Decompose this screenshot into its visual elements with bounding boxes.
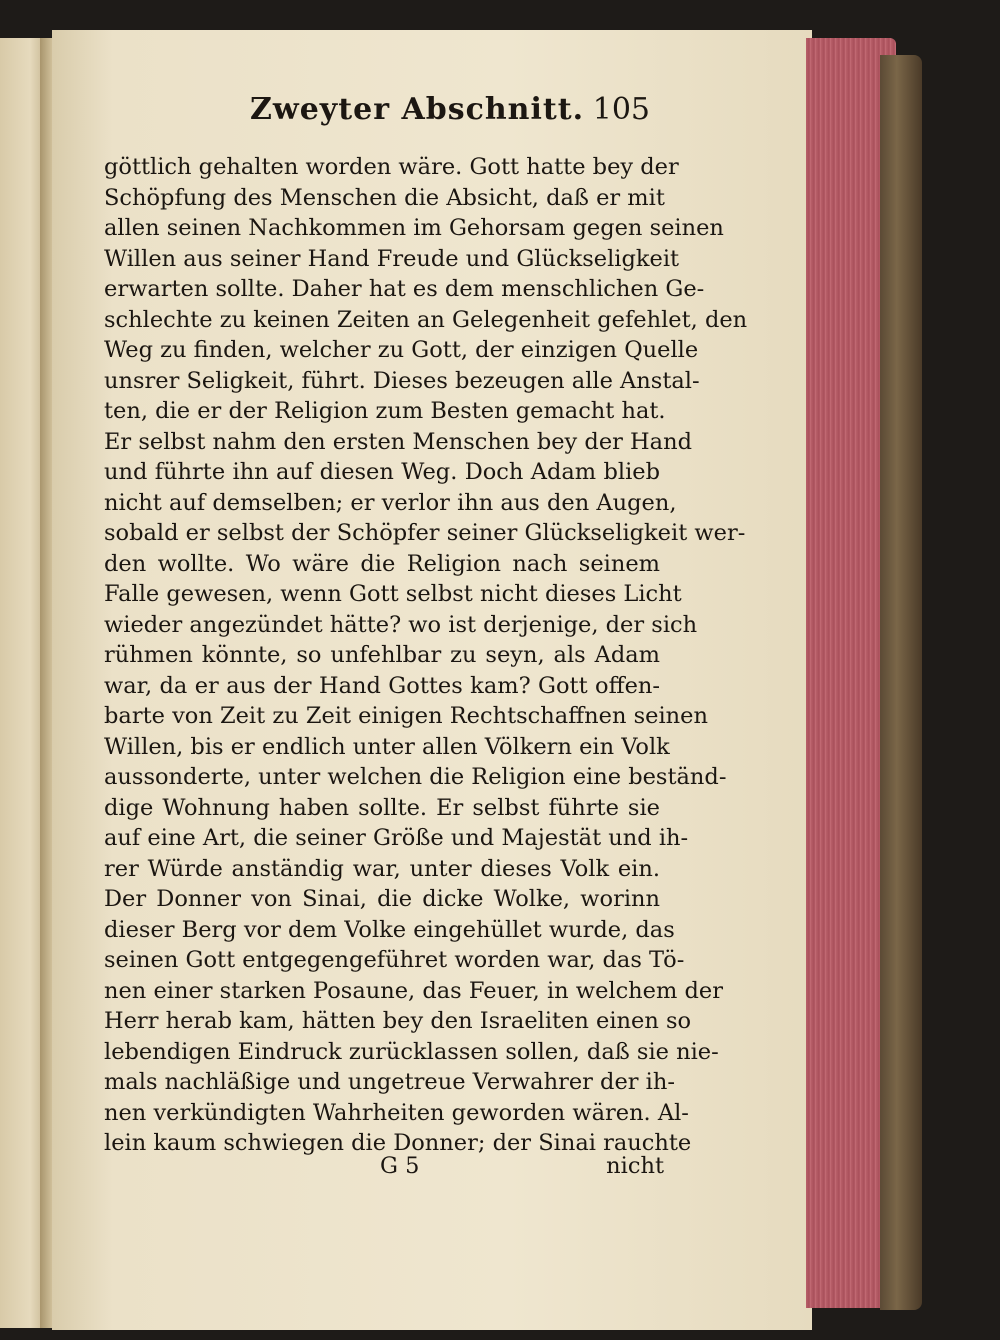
text-line: Herr herab kam, hätten bey den Israeliten einen so bbox=[104, 1008, 692, 1034]
running-title: Zweyter Abschnitt. bbox=[250, 92, 585, 127]
text-line: Schöpfung des Menschen die Absicht, daß er mit bbox=[104, 184, 665, 211]
text-line: göttlich gehalten worden wäre. Gott hatte bey der bbox=[104, 154, 679, 180]
text-line: schlechte zu keinen Zeiten an Gelegenheit gefehlet, den bbox=[104, 306, 748, 333]
text-line: den wollte. Wo wäre die Religion nach seinem bbox=[104, 550, 660, 577]
text-line: lebendigen Eindruck zurücklassen sollen, daß sie nie- bbox=[104, 1038, 719, 1065]
page-header bbox=[250, 92, 650, 136]
text-line: allen seinen Nachkommen im Gehorsam gegen seinen bbox=[104, 215, 724, 241]
book-cover-edge bbox=[880, 55, 922, 1310]
text-line: rühmen könnte, so unfehlbar zu seyn, als Adam bbox=[104, 642, 660, 668]
text-line: rer Würde anständig war, unter dieses Volk ein. bbox=[104, 855, 660, 882]
text-line: und führte ihn auf diesen Weg. Doch Adam blieb bbox=[104, 459, 660, 485]
text-line: auf eine Art, die seiner Größe und Majestät und ih- bbox=[104, 825, 689, 851]
text-line: unsrer Seligkeit, führt. Dieses bezeugen alle Anstal- bbox=[104, 367, 700, 394]
text-line: aussonderte, unter welchen die Religion eine beständ- bbox=[104, 764, 727, 790]
text-line: Willen, bis er endlich unter allen Völkern ein Volk bbox=[104, 733, 670, 760]
text-line: mals nachläßige und ungetreue Verwahrer der ih- bbox=[104, 1069, 675, 1095]
signature-mark: G 5 bbox=[380, 1153, 420, 1179]
text-line: sobald er selbst der Schöpfer seiner Glückseligkeit wer- bbox=[104, 520, 746, 546]
text-line: nen einer starken Posaune, das Feuer, in welchem der bbox=[104, 977, 723, 1004]
body-text bbox=[104, 152, 748, 1159]
text-line: nicht auf demselben; er verlor ihn aus den Augen, bbox=[104, 489, 677, 516]
text-line: Weg zu finden, welcher zu Gott, der einzigen Quelle bbox=[104, 337, 699, 363]
text-line: Der Donner von Sinai, die dicke Wolke, worinn bbox=[104, 886, 660, 912]
text-line: Er selbst nahm den ersten Menschen bey der Hand bbox=[104, 428, 692, 455]
text-line: erwarten sollte. Daher hat es dem menschlichen Ge- bbox=[104, 276, 705, 302]
text-line: war, da er aus der Hand Gottes kam? Gott offen- bbox=[104, 672, 660, 699]
text-line: seinen Gott entgegengeführet worden war, das Tö- bbox=[104, 947, 685, 973]
text-line: barte von Zeit zu Zeit einigen Rechtschaffnen seinen bbox=[104, 703, 708, 729]
text-line: nen verkündigten Wahrheiten geworden wären. Al- bbox=[104, 1099, 689, 1126]
text-line: ten, die er der Religion zum Besten gemacht hat. bbox=[104, 398, 666, 424]
text-line: Falle gewesen, wenn Gott selbst nicht dieses Licht bbox=[104, 581, 682, 607]
text-line: dieser Berg vor dem Volke eingehüllet wurde, das bbox=[104, 916, 675, 943]
catchword: nicht bbox=[606, 1153, 664, 1179]
text-line: dige Wohnung haben sollte. Er selbst führte sie bbox=[104, 794, 660, 821]
page-footer bbox=[380, 1153, 664, 1185]
page-number: 105 bbox=[592, 92, 650, 127]
text-line: Willen aus seiner Hand Freude und Glückseligkeit bbox=[104, 245, 680, 272]
text-line: wieder angezündet hätte? wo ist derjenige, der sich bbox=[104, 611, 698, 638]
text-line: lein kaum schwiegen die Donner; der Sinai rauchte bbox=[104, 1130, 692, 1156]
